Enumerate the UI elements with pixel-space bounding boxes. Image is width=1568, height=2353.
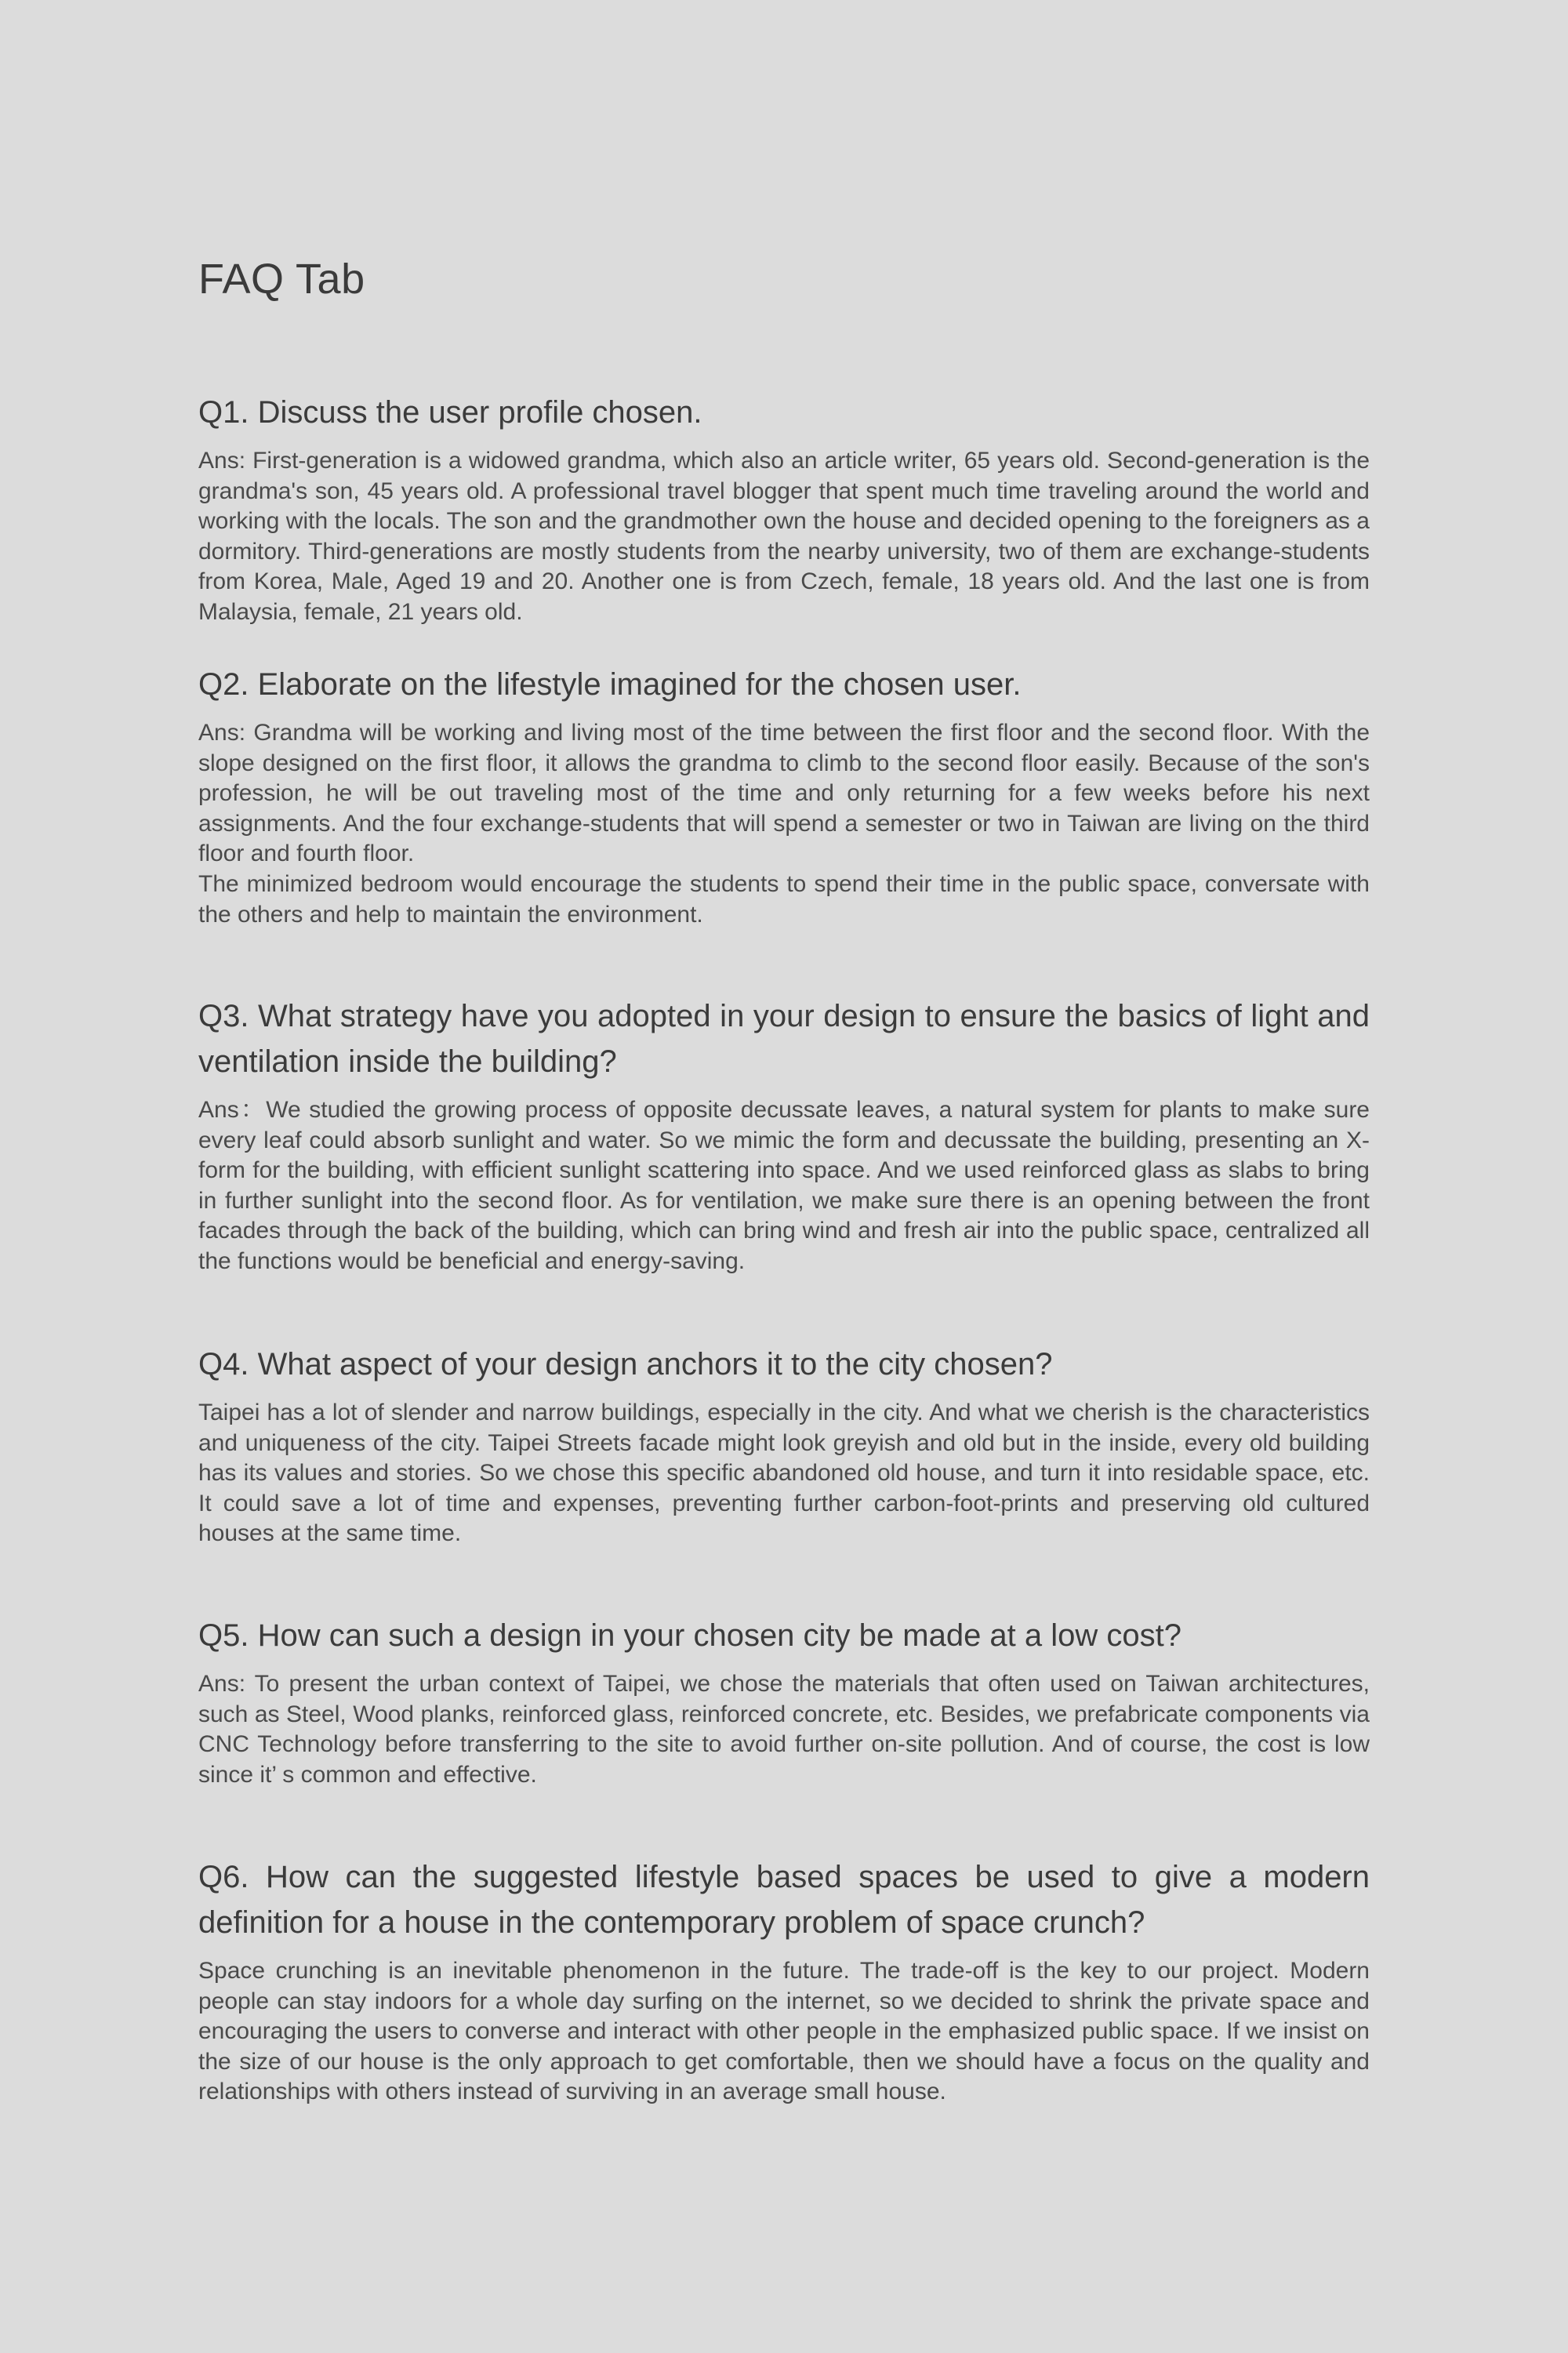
answer-paragraph: Ans: Grandma will be working and living most of the time between the first floor and the second floor. With the slope designed on the first floor, it allows the grandma to climb to the second floor easily. Because of the son's profession, he will be out traveling most of the time and only returning for a few weeks before his next assignments. And the four exchange-students that will spend a semester or two in Taiwan are living on the third floor and fourth floor.	[198, 720, 1370, 867]
answer-paragraph: Space crunching is an inevitable phenomenon in the future. The trade-off is the key to our project. Modern people can stay indoors for a whole day surfing on the internet, so we decided to shrink the private space and encouraging the users to converse and interact with other people in the emphasized public space. If we insist on the size of our house is the only approach to get comfortable, then we should have a focus on the quality and relationships with others instead of surviving in an average small house.	[198, 1958, 1370, 2105]
answer-paragraph: The minimized bedroom would encourage the students to spend their time in the public space, conversate with the others and help to maintain the environment.	[198, 870, 1370, 928]
answer-q1	[198, 446, 1370, 628]
question-q3: Q3. What strategy have you adopted in your design to ensure the basics of light and ventilation inside the building?	[198, 999, 1370, 1079]
answer-paragraph: Taipei has a lot of slender and narrow buildings, especially in the city. And what we cherish is the characteristics and uniqueness of the city. Taipei Streets facade might look greyish and old but in the inside, every old building has its values and stories. So we chose this specific abandoned old house, and turn it into residable space, etc. It could save a lot of time and expenses, preventing further carbon-foot-prints and preserving old cultured houses at the same time.	[198, 1400, 1370, 1547]
question-q2: Q2. Elaborate on the lifestyle imagined for the chosen user.	[198, 667, 1022, 702]
question-q5: Q5. How can such a design in your chosen city be made at a low cost?	[198, 1618, 1182, 1653]
faq-item-q2	[198, 662, 1370, 930]
question-q6: Q6. How can the suggested lifestyle based spaces be used to give a modern definition for a house in the contemporary problem of space crunch?	[198, 1860, 1370, 1940]
faq-item-q5	[198, 1613, 1370, 1790]
faq-item-q1	[198, 390, 1370, 628]
answer-q2	[198, 718, 1370, 930]
question-q1: Q1. Discuss the user profile chosen.	[198, 395, 702, 430]
answer-q4	[198, 1398, 1370, 1549]
answer-paragraph: Ans: To present the urban context of Taipei, we chose the materials that often used on Taiwan architectures, such as Steel, Wood planks, reinforced glass, reinforced concrete, etc. Besides, we prefabricate components via CNC Technology before transferring to the site to avoid further on-site pollution. And of course, the cost is low since it’ s common and effective.	[198, 1671, 1370, 1788]
answer-paragraph: Ans: First-generation is a widowed grandma, which also an article writer, 65 years old. Second-generation is the grandma's son, 45 years old. A professional travel blogger that spent much time traveling around the world and working with the locals. The son and the grandmother own the house and decided opening to the foreigners as a dormitory. Third-generations are mostly students from the nearby university, two of them are exchange-students from Korea, Male, Aged 19 and 20. Another one is from Czech, female, 18 years old. And the last one is from Malaysia, female, 21 years old.	[198, 448, 1370, 625]
answer-paragraph: Ans：We studied the growing process of opposite decussate leaves, a natural system for plants to make sure every leaf could absorb sunlight and water. So we mimic the form and decussate the building, presenting an X-form for the building, with efficient sunlight scattering into space. And we used reinforced glass as slabs to bring in further sunlight into the second floor. As for ventilation, we make sure there is an opening between the front facades through the back of the building, which can bring wind and fresh air into the public space, centralized all the functions would be beneficial and energy-saving.	[198, 1097, 1370, 1274]
faq-item-q6	[198, 1854, 1370, 2108]
answer-q3	[198, 1095, 1370, 1277]
answer-q6	[198, 1956, 1370, 2108]
page-title: FAQ Tab	[198, 256, 365, 303]
faq-item-q3	[198, 993, 1370, 1277]
question-q4: Q4. What aspect of your design anchors it to the city chosen?	[198, 1347, 1053, 1382]
faq-item-q4	[198, 1342, 1370, 1549]
answer-q5	[198, 1669, 1370, 1790]
